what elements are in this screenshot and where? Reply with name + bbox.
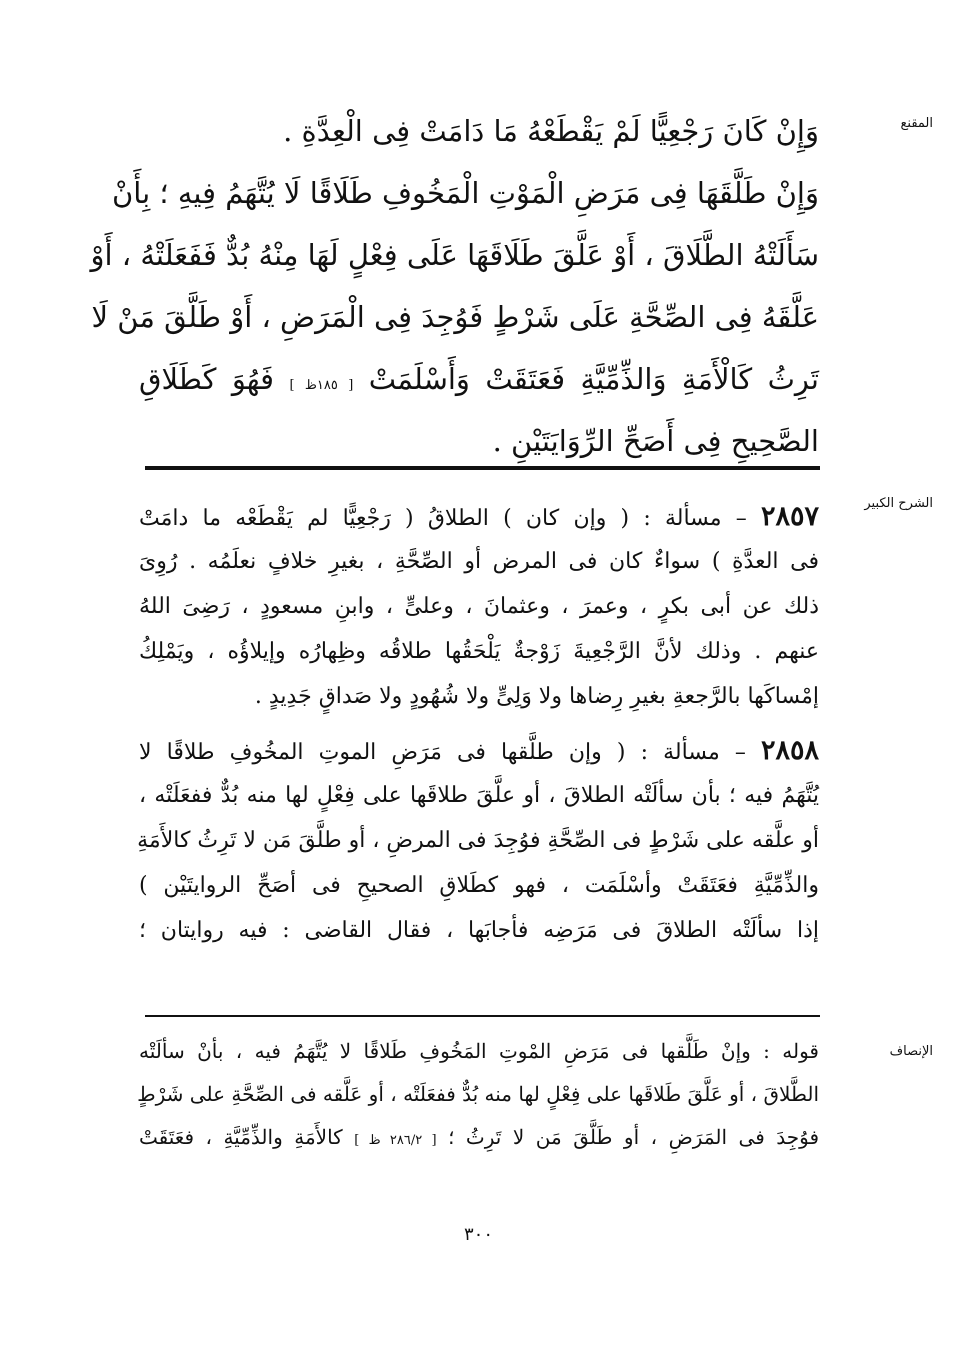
masala-2857-line-5: إمْساكَها بالرَّجعةِ بغيرِ رِضاها ولا وَلِىٍّ ولا شُهُودٍ ولا صَداقٍ جَدِيدٍ .: [254, 684, 819, 709]
muqni-text: [90, 100, 819, 472]
masala-2857-line-3: ذلك عن أبى بكرٍ ، وعمرَ ، وعثمانَ ، وعلىٍّ ، وابنِ مسعودٍ ، رَضِىَ اللهُ: [139, 594, 819, 619]
muqni-line-5: [139, 348, 819, 410]
muqni-line-4: عَلَّقَهُ فِى الصِّحَّةِ عَلَى شَرْطٍ فَوُجِدَ فِى الْمَرَضِ ، أَوْ طَلَّقَ مَنْ لَا: [91, 300, 819, 334]
insaf-line-3-end: كالأَمَةِ والذِّمِّيَّةِ ، فعَتَقَتْ: [139, 1125, 343, 1149]
masala-number: ٢٨٥٧: [761, 501, 820, 532]
insaf-text: [139, 1030, 819, 1159]
section-label-sharh: الشرح الكبير: [864, 496, 933, 511]
muqni-line-1: وَإِنْ كَانَ رَجْعِيًّا لَمْ يَقْطَعْهُ مَا دَامَتْ فِى الْعِدَّةِ .: [283, 114, 819, 148]
section-label-muqni: المقنع: [900, 116, 933, 131]
muqni-line-6: الصَّحِيحِ فِى أَصَحِّ الرِّوَايَتَيْنِ .: [492, 424, 819, 458]
masala-2858-line-1: [139, 728, 819, 773]
masala-2857-line-1: [139, 494, 819, 539]
masala-2857-line-4: عنهم . وذلك لأنَّ الرَّجْعِيةَ زَوْجةٌ يَلْحَقُها طلاقُه وظِهارُه وإيلاؤُه ، ويَمْلِكُ: [139, 639, 819, 664]
masala-2858-heading: – مسألة : ( وإن طلَّقها فى مَرَضِ الموتِ المخُوفِ طلاقًا لا: [139, 740, 746, 765]
insaf-line-3: [139, 1116, 819, 1159]
insaf-line-1: قوله : وإنْ طَلَّقها فى مَرَضِ المْوتِ المَخُوفِ طَلاقًا لا يُتَّهَمُ فيه ، بأنْ سألَتْه: [139, 1039, 819, 1063]
muqni-line-5-start: تَرِثُ كَالْأَمَةِ وَالذِّمِّيَّةِ فَعَتَقَتْ وَأَسْلَمَتْ: [368, 362, 819, 396]
section-divider-thick: [145, 466, 820, 470]
masala-2858-line-3: أو علَّقه على شَرْطٍ فى الصِّحَّةِ فوُجِدَ فى المرضِ ، أو طلَّقَ مَن لا تَرِثُ كالأَمَةِ: [137, 828, 819, 853]
insaf-line-2: الطَّلاقَ ، أو عَلَّقَ طَلاقَها على فِعْلٍ لها منه بُدٌّ ففعَلَتْه ، أو عَلَّقه فى الصِّحَّةِ على شَرْطٍ: [137, 1082, 819, 1106]
masala-2858-line-5: إذا سألَتْه الطلاقَ فى مَرَضِه فأجابَها ، فقال القاضى : فيه روايتان ؛: [139, 918, 819, 943]
masala-2857-heading: – مسألة : ( وإن كان ) الطلاقُ ( رَجْعِيًّا لم يَقْطَعْه ما دامَتْ: [139, 506, 747, 531]
section-label-insaf: الإنصاف: [889, 1044, 933, 1059]
page-number: ٣٠٠: [463, 1224, 493, 1245]
masala-2858-line-4: والذِّمِّيَّةِ فعَتَقَتْ وأسْلَمَت ، فهو كطَلاقِ الصحيحِ فى أصَحِّ الروايتَيْن ): [139, 873, 819, 898]
manuscript-folio-ref: [ ١٨٥ظ ]: [289, 378, 354, 393]
masala-2858-line-2: يُتَّهَمُ فيه ؛ بأن سألَتْه الطلاقَ ، أو علَّقَ طلاقَها على فِعْلٍ لها منه بُدٌّ ففعَلَتْه ،: [139, 783, 819, 808]
muqni-line-5-end: فَهُوَ كَطَلَاقِ: [139, 362, 275, 396]
section-divider-thin: [145, 1015, 820, 1017]
muqni-line-3: سَأَلَتْهُ الطَّلَاقَ ، أَوْ عَلَّقَ طَلَاقَهَا عَلَى فِعْلٍ لَهَا مِنْهُ بُدٌّ فَفَعَلَتْهُ ، أَوْ: [90, 238, 819, 272]
manuscript-folio-ref: [ ٢٨٦/٢ ظ ]: [354, 1133, 437, 1148]
muqni-line-2: وَإِنْ طَلَّقَهَا فِى مَرَضِ الْمَوْتِ الْمَخُوفِ طَلَاقًا لَا يُتَّهَمُ فِيهِ ؛ بِأَنْ: [111, 176, 819, 210]
masala-2857-line-2: فى العدَّةِ ) سواءٌ كان فى المرض أو الصِّحَّةِ ، بغيرِ خلافٍ نعلَمُه . رُوِىَ: [139, 549, 819, 574]
insaf-line-3-start: فوُجِدَ فى المَرَضِ ، أو طَلَّقَ مَن لا تَرِثُ ؛: [448, 1125, 820, 1149]
sharh-text: [139, 494, 819, 953]
masala-number: ٢٨٥٨: [760, 735, 819, 766]
